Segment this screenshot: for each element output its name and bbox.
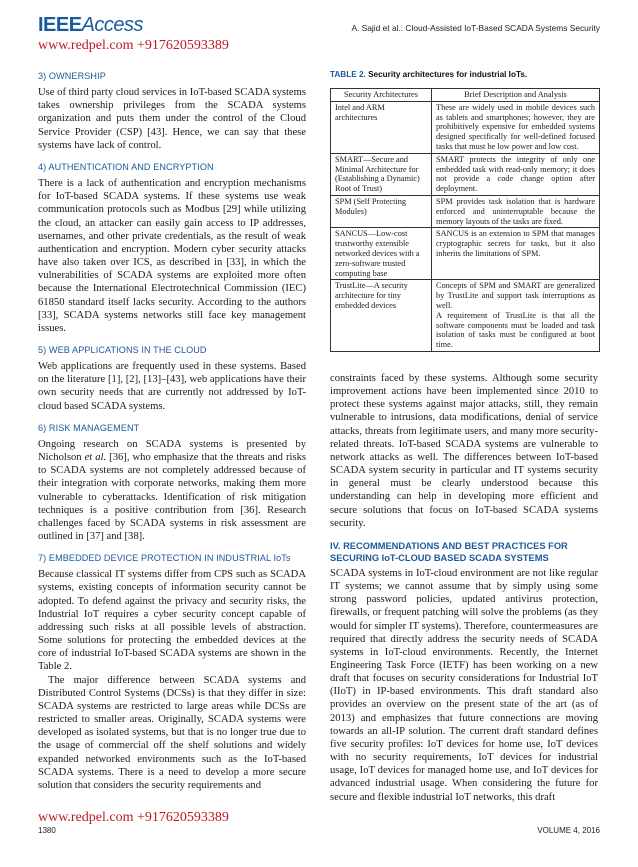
paragraph-risk-management [38, 438, 306, 543]
table-row [331, 280, 600, 352]
journal-logo [38, 14, 143, 37]
table-caption-text: Security architectures for industrial IoTs. [368, 70, 528, 79]
paragraph-recommendations: SCADA systems in IoT-cloud environment are not like regular IT systems; we cannot assume that by simply using some strong password policies, updated antivirus protection, firewalls, or frequent patching will solve the problems (as they would for simpler IT systems). Therefore, countermeasures are required that directly address the security needs of SCADA systems in IoT-cloud environments. Recently, the Internet Engineering Task Force (IETF) has been working on a new draft that focuses on security considerations for Industrial IoT (IIoT) in IP-based environments. This draft standard also provides an overview on the present state of the art (as of 2013) and emphasizes that future connections are moving towards an all-IP solution. The current draft standard defines five security profiles: IoT devices for home use, IoT devices with no security requirements, IoT devices for industrial usage, IoT devices for managed home use, and IoT devices for advanced industrial usage. When considering the future for secure and flexible industrial IoT networks, this draft [330, 567, 598, 803]
heading-embedded-protection: 7) EMBEDDED DEVICE PROTECTION IN INDUSTRIAL IoTs [38, 553, 291, 564]
running-head: A. Sajid et al.: Cloud-Assisted IoT-Based SCADA Systems Security [351, 23, 600, 33]
risk-text-b: [36], who emphasize that the threats and risks to SCADA systems are not completely addressed because of their integration with corporate networks, making them more vulnerable to cyberattacks. Identification of risk mitigation techniques is a positive contribution from [36]. Research challenges faced by SCADA systems in risk assessment are outlined in [37] and [38]. [38, 452, 306, 542]
table-cell-architecture: TrustLite—A security architecture for tiny embedded devices [331, 280, 432, 352]
description-text: SMART protects the integrity of only one embedded task with read-only memory; it does not provide a code change option after deployment. [436, 154, 595, 194]
right-column [330, 372, 598, 804]
section-heading-line1: IV. RECOMMENDATIONS AND BEST PRACTICES FOR [330, 540, 568, 551]
table-cell-description [432, 153, 600, 195]
paragraph-web-apps: Web applications are frequently used in these systems. Based on the literature [1], [2], [13]–[43], web applications have their own security needs that are currently not addressed by IoT-cloud based SCADA systems. [38, 361, 306, 412]
risk-et-al: et al. [84, 452, 107, 464]
table-cell-architecture: SANCUS—Low-cost trustworthy extensible networked devices with a zero-software trusted computing base [331, 228, 432, 280]
table-header-cell: Security Architectures [331, 89, 432, 102]
table-row [331, 228, 600, 280]
page-number: 1380 [38, 826, 56, 835]
table-row [331, 101, 600, 153]
description-text: A requirement of TrustLite is that all the software components must be loaded and task isolation of tasks must be configured at boot time. [436, 310, 595, 350]
table-header-cell: Brief Description and Analysis [432, 89, 600, 102]
table-caption [330, 70, 600, 79]
paragraph-authentication: There is a lack of authentication and encryption mechanisms for IoT-based SCADA systems. If these systems use weak communication protocols such as Modbus [29] while utilizing the cloud, an attacker can easily gain access to IP addresses, usernames, and other private credentials, as the result of weak authentication and encryption. Modern cyber security attacks have also taken over ICS, as described in [33], in which the vulnerabilities of SCADA systems are exploited more often because the International Electrotechnical Commission (IEC) 61850 standard itself lacks security. According to the authors [33], SCADA systems networks still face key management issues. [38, 178, 306, 334]
table-row [331, 153, 600, 195]
section-heading-recommendations [330, 540, 598, 564]
description-text: SANCUS is an extension to SPM that manages cryptographic secrets for tasks, but it also inherits the limitations of SPM. [436, 229, 595, 258]
left-column [38, 70, 306, 792]
logo-ieee: IEEE [38, 14, 82, 36]
table-cell-architecture: Intel and ARM architectures [331, 101, 432, 153]
table-cell-description [432, 228, 600, 280]
table-header-row [331, 89, 600, 102]
paragraph-continuation: constraints faced by these systems. Although some security improvement actions have been implemented since 2010 to protect these systems against major attacks, still, they remain vulnerable to intrusions, data modifications, denial of service attacks, threats from legitimate users, and many more security-related threats. IoT-based SCADA systems are vulnerable to network attacks as well. The differences between IoT-based SCADA system security in particular and IT systems security in general must be clearly understood because this understanding can help in developing more efficient and secure solutions that focus on IoT-based SCADA systems security. [330, 373, 598, 529]
paragraph-embedded-2: The major difference between SCADA systems and Distributed Control Systems (DCSs) is that they differ in size: SCADA systems are restricted to large areas while DCSs are restricted to smaller areas. Originally, SCADA systems were developed as isolated systems, but that is no longer true due to the usage of commercial off the shelf solutions and widely expanded networked environments such as the IoT-based SCADA systems. There is a need to develop a more secure solution that considers the security requirements and [38, 674, 306, 791]
table-cell-architecture: SMART—Secure and Minimal Architecture for (Establishing a Dynamic) Root of Trust) [331, 153, 432, 195]
table-cell-description [432, 101, 600, 153]
description-text: These are widely used in mobile devices such as tablets and smartphones; however, they are prohibitively expensive for embedded systems designed specifically for well-defined focused tasks that must be low power and low cost. [436, 102, 595, 151]
security-architectures-table [330, 88, 600, 352]
table-cell-description [432, 280, 600, 352]
logo-access: Access [81, 14, 144, 36]
paragraph-embedded-1: Because classical IT systems differ from CPS such as SCADA systems, existing concepts of information security cannot be adopted. To defend against the privacy and security risks, the Industrial IoT requires a cyber security concept capable of addressing such risks at all possible levels of abstraction. Some solutions for protecting the embedded devices at the core of industrial IoT-based SCADA systems are shown in the Table 2. [38, 569, 306, 673]
watermark-top: www.redpel.com +917620593389 [38, 38, 229, 53]
watermark-bottom: www.redpel.com +917620593389 [38, 810, 229, 825]
section-heading-line2: SECURING IoT-CLOUD BASED SCADA SYSTEMS [330, 552, 549, 563]
table-row [331, 195, 600, 227]
description-text: SPM provides task isolation that is hardware enforced and uninterruptable because the memory layouts of the tasks are fixed. [436, 196, 595, 226]
heading-web-apps: 5) WEB APPLICATIONS IN THE CLOUD [38, 344, 207, 355]
risk-text-a: Ongoing research on SCADA systems is presented by Nicholson [38, 438, 306, 464]
volume-label: VOLUME 4, 2016 [537, 826, 600, 835]
table-caption-number: TABLE 2. [330, 70, 366, 79]
heading-risk-management: 6) RISK MANAGEMENT [38, 422, 140, 433]
description-text: Concepts of SPM and SMART are generalized by TrustLite and support task interruptions as well. [436, 281, 595, 310]
paragraph-ownership: Use of third party cloud services in IoT-based SCADA systems takes ownership privileges from the SCADA systems organization and puts them under the control of the Cloud Service Provider (CSP) [43]. Hence, we can say that these systems have lack of control. [38, 87, 306, 151]
heading-authentication: 4) AUTHENTICATION AND ENCRYPTION [38, 161, 214, 172]
table-cell-architecture: SPM (Self Protecting Modules) [331, 195, 432, 227]
table-cell-description [432, 195, 600, 227]
heading-ownership: 3) OWNERSHIP [38, 71, 106, 81]
